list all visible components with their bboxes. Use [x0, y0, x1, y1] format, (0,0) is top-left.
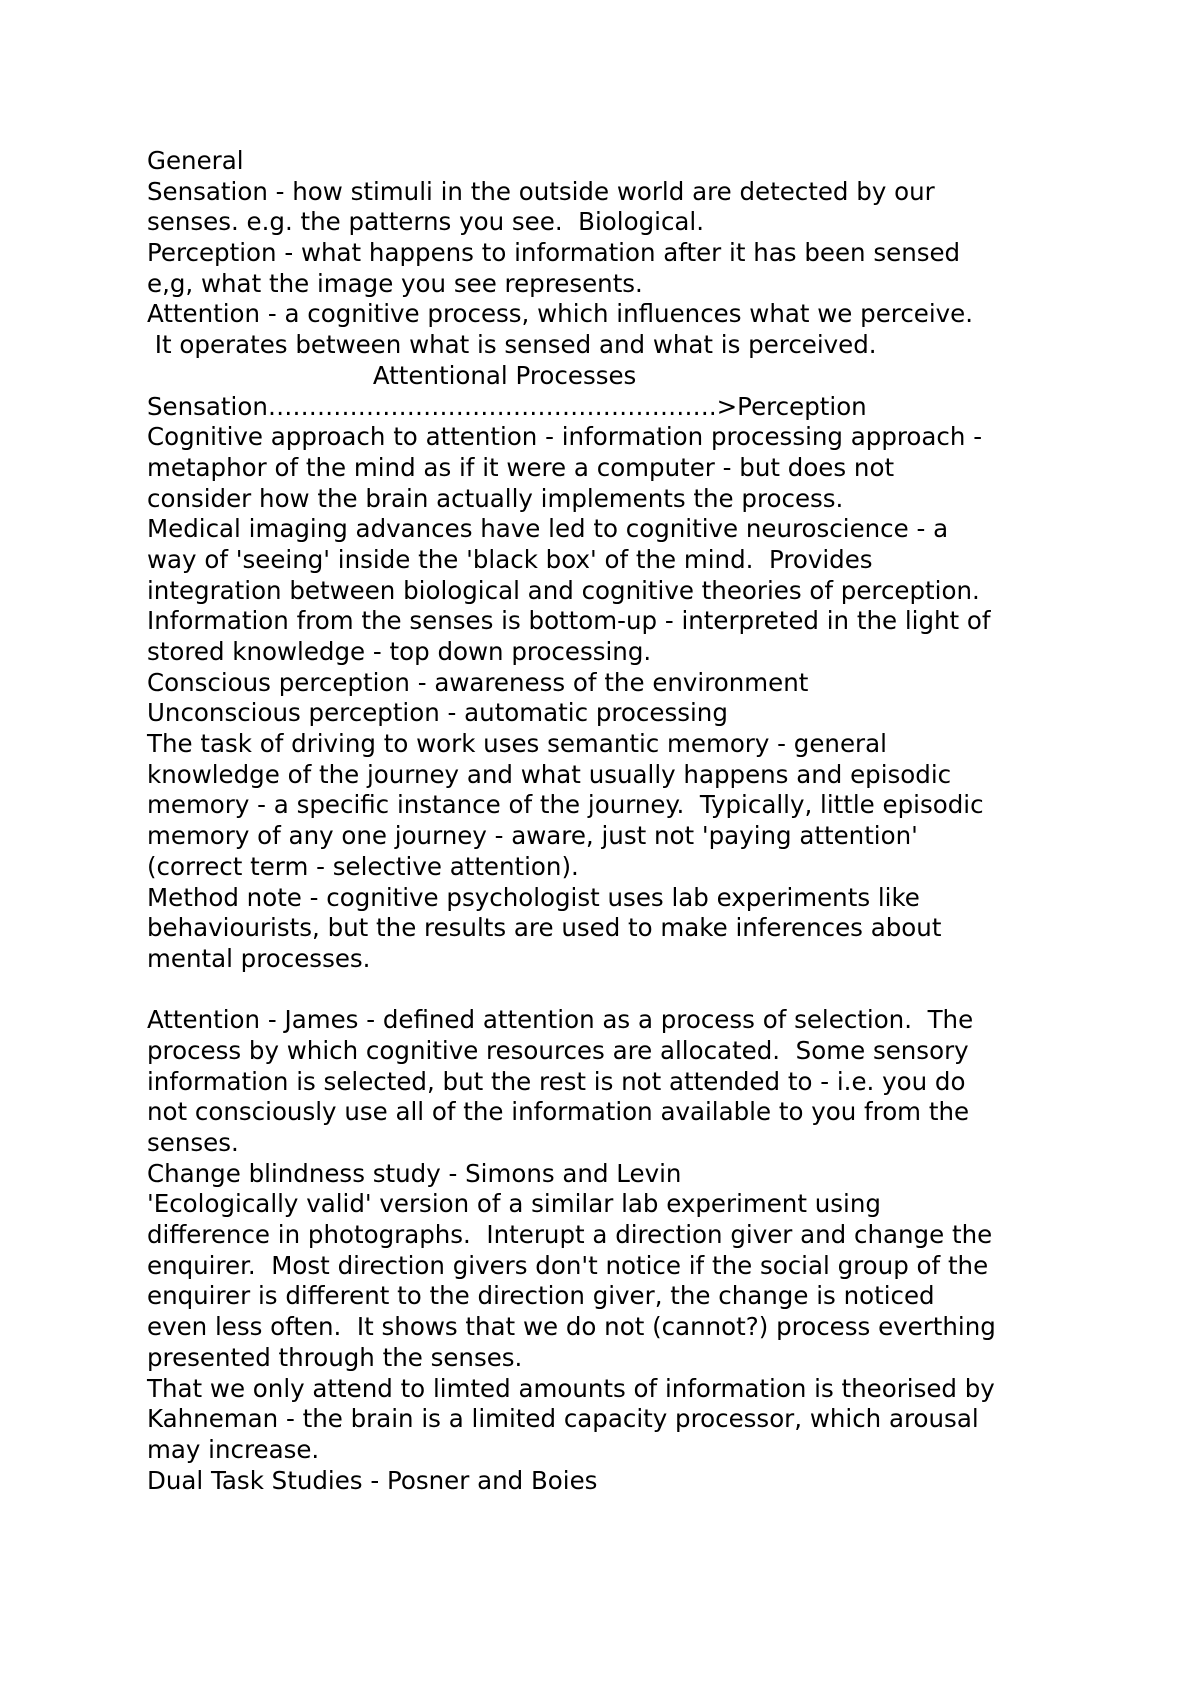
- text-line: Unconscious perception - automatic processing: [147, 698, 728, 728]
- text-line: senses.: [147, 1128, 239, 1157]
- text-line: Information from the senses is bottom-up - interpreted in the light of: [147, 606, 991, 636]
- heading-general: General: [147, 146, 244, 175]
- text-line: 'Ecologically valid' version of a similar lab experiment using: [147, 1189, 881, 1219]
- text-line: even less often. It shows that we do not (cannot?) process everthing: [147, 1312, 996, 1342]
- text-line: process by which cognitive resources are allocated. Some sensory: [147, 1035, 969, 1065]
- text-line: Method note - cognitive psychologist uses lab experiments like: [147, 882, 920, 912]
- text-line: metaphor of the mind as if it were a computer - but does not: [147, 452, 895, 482]
- text-line: not consciously use all of the information available to you from the: [147, 1097, 970, 1127]
- document-page: [147, 146, 1067, 1496]
- text-line: may increase.: [147, 1434, 320, 1464]
- text-line: difference in photographs. Interupt a direction giver and change the: [147, 1220, 993, 1250]
- text-line: Conscious perception - awareness of the environment: [147, 667, 809, 697]
- text-line: Cognitive approach to attention - information processing approach -: [147, 422, 983, 452]
- text-line: Perception - what happens to information after it has been sensed: [147, 238, 961, 268]
- text-line: It operates between what is sensed and what is perceived.: [147, 330, 877, 360]
- text-line: integration between biological and cognitive theories of perception.: [147, 575, 980, 605]
- text-line: behaviourists, but the results are used to make inferences about: [147, 913, 942, 943]
- text-line: memory - a specific instance of the journey. Typically, little episodic: [147, 790, 984, 820]
- text-line: Change blindness study - Simons and Levin: [147, 1158, 682, 1188]
- text-line: enquirer. Most direction givers don't notice if the social group of the: [147, 1250, 989, 1280]
- text-line: stored knowledge - top down processing.: [147, 637, 652, 666]
- text-line: The task of driving to work uses semantic memory - general: [147, 729, 887, 759]
- text-line: Sensation - how stimuli in the outside world are detected by our: [147, 176, 935, 206]
- text-line: presented through the senses.: [147, 1342, 523, 1372]
- blank-line: [147, 975, 1067, 1006]
- text-line: way of 'seeing' inside the 'black box' of the mind. Provides: [147, 544, 873, 574]
- text-line: enquirer is different to the direction giver, the change is noticed: [147, 1281, 935, 1311]
- text-line: mental processes.: [147, 943, 371, 973]
- text-line: Medical imaging advances have led to cognitive neuroscience - a: [147, 514, 949, 544]
- heading-attentional-processes: Attentional Processes: [147, 360, 637, 390]
- text-line: Kahneman - the brain is a limited capacity processor, which arousal: [147, 1404, 979, 1434]
- text-line: (correct term - selective attention).: [147, 851, 579, 881]
- text-line: That we only attend to limted amounts of information is theorised by: [147, 1373, 995, 1403]
- text-line: Dual Task Studies - Posner and Boies: [147, 1465, 598, 1495]
- text-line: knowledge of the journey and what usually happens and episodic: [147, 759, 952, 789]
- text-line: Attention - a cognitive process, which influences what we perceive.: [147, 299, 974, 329]
- text-line: information is selected, but the rest is not attended to - i.e. you do: [147, 1066, 966, 1096]
- text-line: consider how the brain actually implements the process.: [147, 483, 844, 513]
- text-line: e,g, what the image you see represents.: [147, 268, 643, 298]
- sensation-perception-arrow: Sensation……………………………………………….>Perception: [147, 391, 867, 421]
- text-line: Attention - James - defined attention as a process of selection. The: [147, 1005, 974, 1035]
- text-line: senses. e.g. the patterns you see. Biological.: [147, 207, 705, 237]
- text-line: memory of any one journey - aware, just not 'paying attention': [147, 821, 918, 851]
